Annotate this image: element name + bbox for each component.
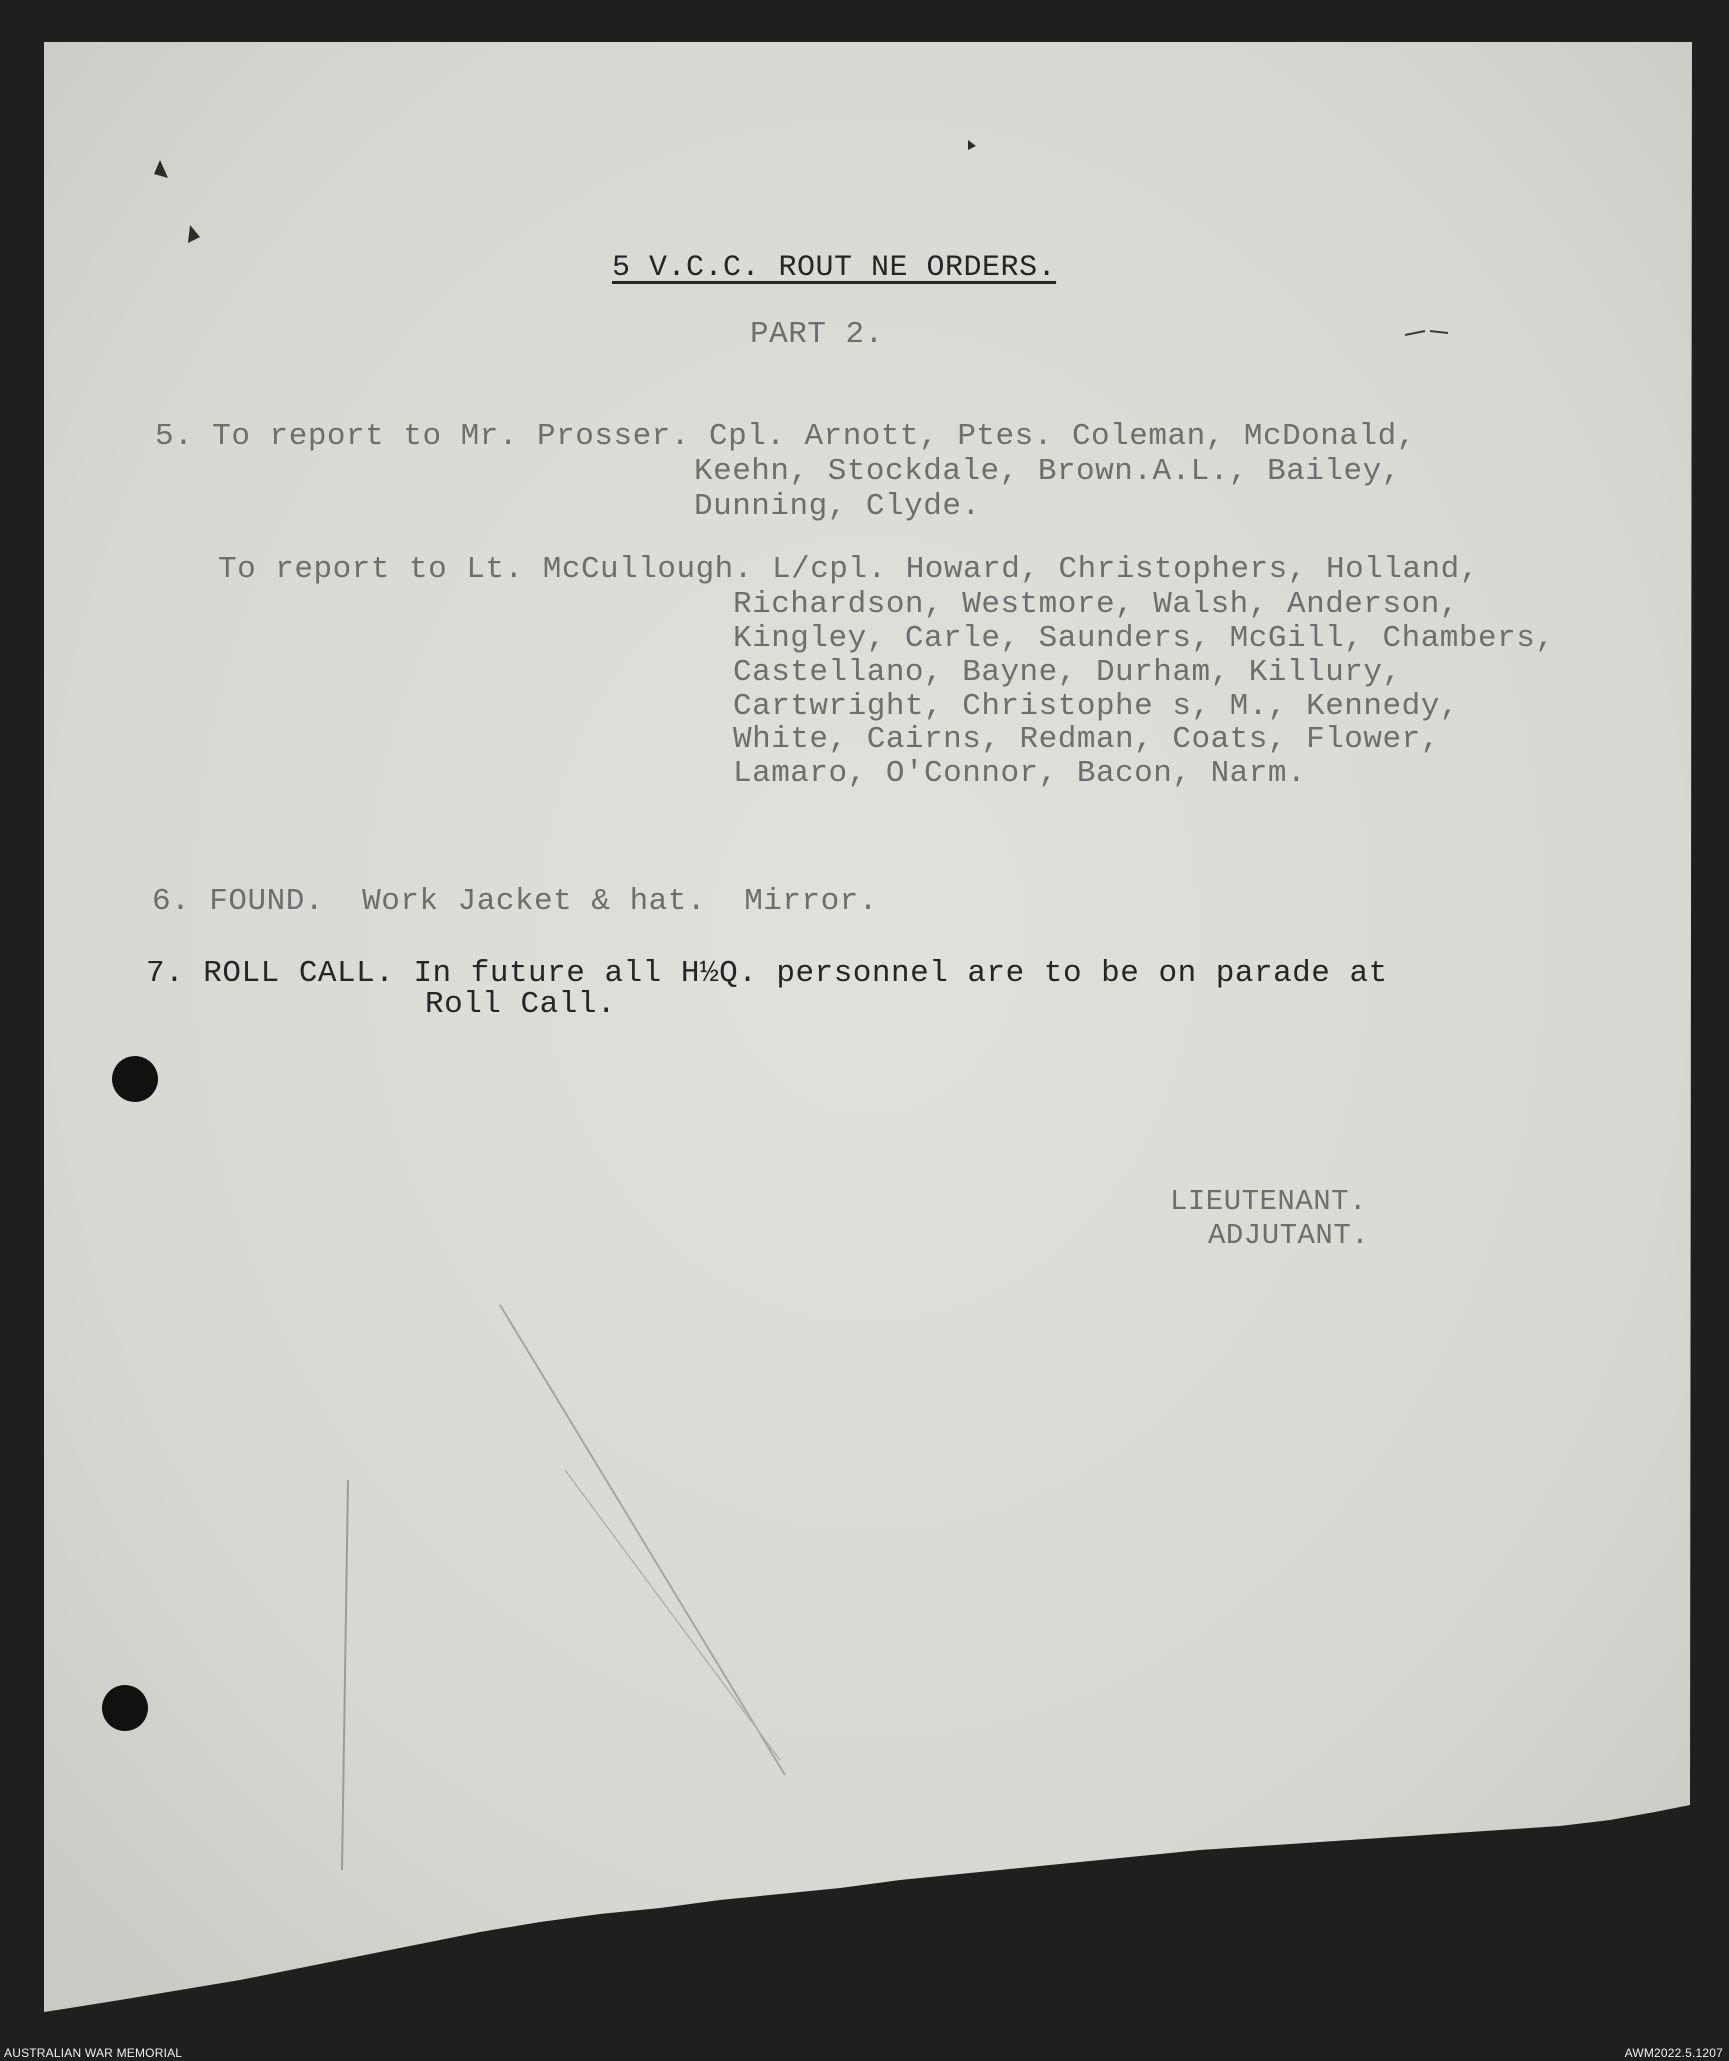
item5-line9: White, Cairns, Redman, Coats, Flower, bbox=[733, 722, 1440, 757]
footer-accession: AWM2022.5.1207 bbox=[1624, 2046, 1723, 2060]
punch-hole-lower bbox=[102, 1685, 148, 1731]
signature-rank: LIEUTENANT. bbox=[1170, 1185, 1367, 1218]
document-title: 5 V.C.C. ROUT NE ORDERS. bbox=[612, 251, 1057, 285]
item6-line: 6. FOUND. Work Jacket & hat. Mirror. bbox=[152, 884, 878, 919]
item5-line8: Cartwright, Christophe s, M., Kennedy, bbox=[733, 689, 1459, 724]
item5-line7: Castellano, Bayne, Durham, Killury, bbox=[733, 655, 1402, 690]
item5-line2: Keehn, Stockdale, Brown.A.L., Bailey, bbox=[694, 454, 1401, 489]
item5-line3: Dunning, Clyde. bbox=[694, 489, 981, 524]
part-heading: PART 2. bbox=[750, 317, 884, 352]
item5-line10: Lamaro, O'Connor, Bacon, Narm. bbox=[733, 756, 1307, 791]
item5-line4: To report to Lt. McCullough. L/cpl. Howard, Christophers, Holland, bbox=[218, 552, 1479, 587]
punch-hole-upper bbox=[112, 1056, 158, 1102]
item5-line5: Richardson, Westmore, Walsh, Anderson, bbox=[733, 587, 1459, 622]
footer-source: AUSTRALIAN WAR MEMORIAL bbox=[4, 2046, 183, 2060]
signature-role: ADJUTANT. bbox=[1208, 1219, 1370, 1252]
item7-line2: Roll Call. bbox=[425, 987, 617, 1022]
item5-line6: Kingley, Carle, Saunders, McGill, Chambers, bbox=[733, 621, 1555, 656]
item7-line1: 7. ROLL CALL. In future all H½Q. personnel are to be on parade at bbox=[146, 956, 1388, 991]
item5-line1: 5. To report to Mr. Prosser. Cpl. Arnott, Ptes. Coleman, McDonald, bbox=[155, 419, 1416, 454]
